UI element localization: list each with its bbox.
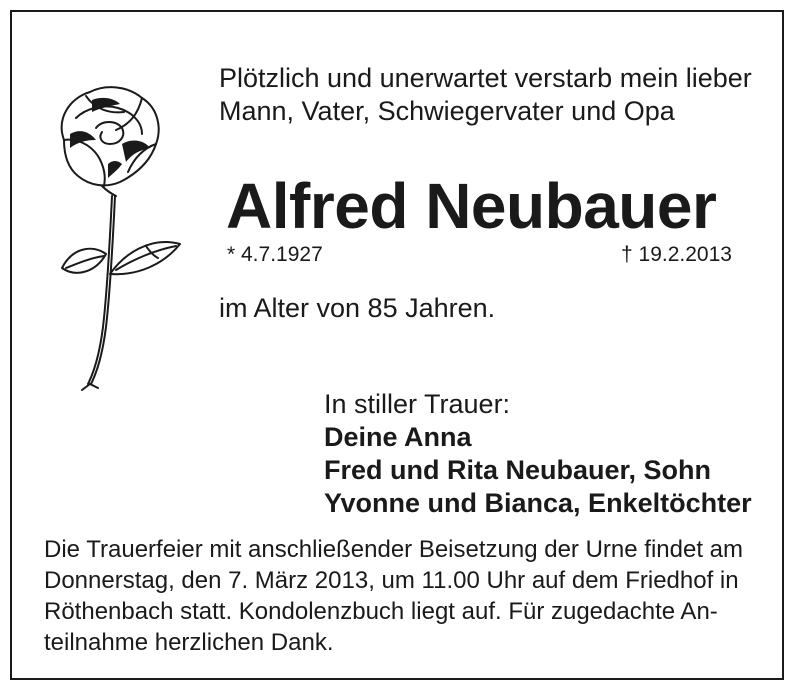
intro-line: Plötzlich und unerwartet verstarb mein lieber <box>219 63 752 93</box>
notice-line: Donnerstag, den 7. März 2013, um 11.00 Uhr auf dem Friedhof in <box>44 567 739 594</box>
intro-text <box>219 62 752 128</box>
age-text: im Alter von 85 Jahren. <box>219 293 496 323</box>
notice-line: Röthenbach statt. Kondolenzbuch liegt auf. Für zugedachte An- <box>44 598 718 625</box>
mourner-name: Deine Anna <box>324 422 472 452</box>
mourners-block <box>324 388 752 520</box>
mourner-name: Fred und Rita Neubauer, Sohn <box>324 455 712 485</box>
notice-line: Die Trauerfeier mit anschließender Beisetzung der Urne findet am <box>44 536 743 563</box>
death-date: † 19.2.2013 <box>621 243 732 266</box>
mourner-name: Yvonne und Bianca, Enkeltöchter <box>324 488 752 518</box>
deceased-name: Alfred Neubauer <box>226 170 717 242</box>
obituary-notice <box>10 10 784 680</box>
notice-line: teilnahme herzlichen Dank. <box>44 629 334 656</box>
intro-line: Mann, Vater, Schwiegervater und Opa <box>219 96 675 126</box>
birth-date: * 4.7.1927 <box>227 243 323 266</box>
funeral-notice <box>44 534 743 658</box>
mourning-heading: In stiller Trauer: <box>324 389 511 419</box>
rose-icon <box>46 78 186 398</box>
